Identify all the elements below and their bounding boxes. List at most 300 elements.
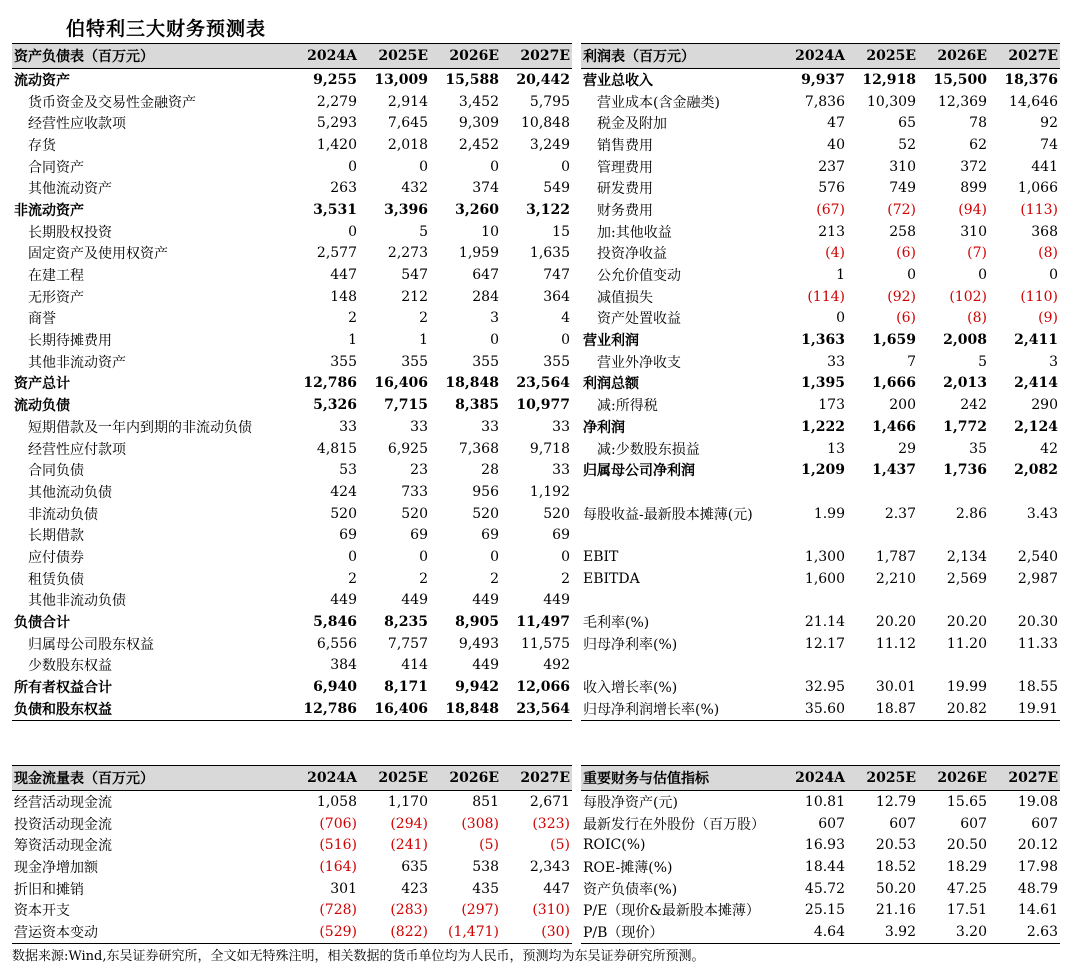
row-label: ROE-摊薄(%) <box>583 859 673 876</box>
row-value: 2,273 <box>387 245 428 262</box>
income-statement-table <box>581 43 1060 721</box>
row-value: 69 <box>410 527 428 544</box>
row-value: 35.60 <box>776 698 847 720</box>
row-value: 310 <box>889 158 916 175</box>
row-value: 0 <box>490 548 499 565</box>
row-value: 5,795 <box>529 93 570 110</box>
row-value: (241) <box>390 837 428 854</box>
row-value: 355 <box>543 353 570 370</box>
row-value: 1,058 <box>316 793 357 810</box>
row-value: 23 <box>410 462 428 479</box>
row-value: 2,124 <box>1014 418 1058 435</box>
row-value: 2 <box>348 570 357 587</box>
row-value: 0 <box>348 548 357 565</box>
row-value: 1,736 <box>943 462 987 479</box>
row-value: 7,715 <box>384 397 428 414</box>
row-value: (72) <box>887 201 916 218</box>
row-value: 12,066 <box>516 679 570 696</box>
table-row <box>12 524 572 546</box>
row-value <box>989 524 1060 546</box>
row-value: 12,786 <box>303 375 357 392</box>
row-value: 2 <box>419 570 428 587</box>
row-label: 营业外净收支 <box>597 354 681 371</box>
row-value: 15 <box>552 223 570 240</box>
row-value: 449 <box>472 592 499 609</box>
row-label: 营业利润 <box>583 333 639 350</box>
row-value: 18,848 <box>430 698 501 720</box>
row-value: (706) <box>319 815 357 832</box>
row-value: 1,420 <box>316 136 357 153</box>
table-row <box>12 156 572 178</box>
row-value: 1,635 <box>529 245 570 262</box>
row-value: 12.79 <box>875 793 916 810</box>
row-value: 1,395 <box>801 375 845 392</box>
row-label: 非流动负债 <box>28 506 98 523</box>
row-value: 15,588 <box>445 71 499 88</box>
row-value: (102) <box>949 288 987 305</box>
row-value: 1,363 <box>801 332 845 349</box>
row-label: 租赁负债 <box>28 571 84 588</box>
row-label: 营运资本变动 <box>12 921 288 943</box>
table-row <box>581 546 1060 568</box>
row-value: 1,466 <box>872 418 916 435</box>
row-value: 3 <box>1049 353 1058 370</box>
row-value: 1,066 <box>1017 180 1058 197</box>
row-value: 607 <box>889 815 916 832</box>
row-value: 237 <box>818 158 845 175</box>
row-value: 30.01 <box>875 679 916 696</box>
table-row <box>12 791 572 813</box>
cash-flow-table <box>12 765 572 944</box>
row-value: 2,210 <box>875 570 916 587</box>
row-label: 少数股东权益 <box>28 658 112 675</box>
row-value: 2,987 <box>1017 570 1058 587</box>
row-value: 747 <box>543 267 570 284</box>
table-row <box>581 199 1060 221</box>
row-value: 12.17 <box>804 635 845 652</box>
year-header: 2024A <box>288 766 359 791</box>
row-label: 减值损失 <box>597 289 653 306</box>
row-value: 2,013 <box>943 375 987 392</box>
row-value <box>847 655 918 677</box>
row-value: (323) <box>532 815 570 832</box>
row-value: 12,369 <box>938 93 987 110</box>
table-row <box>12 308 572 330</box>
row-value: 492 <box>543 657 570 674</box>
row-value: 5 <box>419 223 428 240</box>
row-value: 851 <box>472 793 499 810</box>
row-value: 3.43 <box>1026 505 1058 522</box>
row-value: 21.16 <box>875 902 916 919</box>
row-value: (30) <box>501 921 572 943</box>
table-row <box>581 633 1060 655</box>
row-value: 33 <box>552 462 570 479</box>
table-row <box>12 813 572 835</box>
row-value: 0 <box>348 223 357 240</box>
row-value: 8,385 <box>455 397 499 414</box>
row-value: 1,666 <box>872 375 916 392</box>
table-row <box>12 351 572 373</box>
row-value: 14.61 <box>1017 902 1058 919</box>
row-value: 0 <box>561 332 570 349</box>
row-value: 9,255 <box>313 71 357 88</box>
row-label: 资产总计 <box>14 376 70 393</box>
row-value: 18.55 <box>1017 679 1058 696</box>
row-value: 6,556 <box>316 635 357 652</box>
row-label: 归母净利润增长率(%) <box>581 698 776 720</box>
row-value: 432 <box>401 180 428 197</box>
row-label: 现金净增加额 <box>14 859 98 876</box>
row-value: 2,279 <box>316 93 357 110</box>
row-value: 5,326 <box>313 397 357 414</box>
row-value: (7) <box>967 245 987 262</box>
row-label: 负债合计 <box>14 615 70 632</box>
row-label: 所有者权益合计 <box>14 680 112 697</box>
row-value: (92) <box>887 288 916 305</box>
row-value: 355 <box>472 353 499 370</box>
row-value <box>776 590 847 612</box>
table-row <box>581 655 1060 677</box>
table-row <box>12 834 572 856</box>
row-value: 78 <box>969 115 987 132</box>
row-value: 290 <box>1031 397 1058 414</box>
row-value <box>989 481 1060 503</box>
row-value: 213 <box>818 223 845 240</box>
row-value: 18.29 <box>946 858 987 875</box>
row-value: 212 <box>401 288 428 305</box>
row-label: 投资活动现金流 <box>14 816 112 833</box>
row-value: 0 <box>490 158 499 175</box>
table-row <box>12 243 572 265</box>
row-value: 65 <box>898 115 916 132</box>
row-value: 1,600 <box>804 570 845 587</box>
row-value: 6,925 <box>387 440 428 457</box>
row-value: 9,493 <box>458 635 499 652</box>
table-row <box>581 373 1060 395</box>
key-metrics-table <box>581 765 1060 944</box>
row-value: 3,531 <box>313 201 357 218</box>
row-value: 35 <box>969 440 987 457</box>
row-value: 0 <box>490 332 499 349</box>
row-value: 11.33 <box>1017 635 1058 652</box>
row-label: 短期借款及一年内到期的非流动负债 <box>28 419 252 436</box>
row-value: 12,786 <box>288 698 359 720</box>
row-value: 414 <box>401 657 428 674</box>
row-value: 173 <box>818 397 845 414</box>
row-label: 研发费用 <box>597 181 653 198</box>
row-label: 减:少数股东损益 <box>597 441 700 458</box>
row-value: 447 <box>330 267 357 284</box>
row-value: 520 <box>472 505 499 522</box>
row-value: 1,170 <box>387 793 428 810</box>
table-row <box>12 177 572 199</box>
table-row <box>581 177 1060 199</box>
row-value: 17.51 <box>946 902 987 919</box>
row-value: 20.50 <box>946 837 987 854</box>
row-value: 2,018 <box>387 136 428 153</box>
table-row <box>12 221 572 243</box>
row-value <box>918 655 989 677</box>
row-value: 1,659 <box>872 332 916 349</box>
table-row <box>581 286 1060 308</box>
year-header: 2027E <box>989 766 1060 791</box>
row-value: 15.65 <box>946 793 987 810</box>
row-value: 69 <box>552 527 570 544</box>
row-value: 1,437 <box>872 462 916 479</box>
row-value: 520 <box>401 505 428 522</box>
row-value: 258 <box>889 223 916 240</box>
row-value: 0 <box>561 548 570 565</box>
row-label: 管理费用 <box>597 159 653 176</box>
table-header-row <box>581 766 1060 791</box>
row-value: 3.20 <box>918 921 989 943</box>
row-value: 1 <box>836 267 845 284</box>
row-label: P/E（现价&最新股本摊薄） <box>583 903 760 920</box>
row-value: 19.91 <box>989 698 1060 720</box>
row-label <box>581 524 776 546</box>
table-row <box>12 329 572 351</box>
row-value: (516) <box>319 837 357 854</box>
row-value: (1,471) <box>430 921 501 943</box>
row-value: 0 <box>348 158 357 175</box>
row-value: (283) <box>390 902 428 919</box>
row-value: 2,569 <box>946 570 987 587</box>
row-label: 折旧和摊销 <box>14 881 84 898</box>
row-label: 税金及附加 <box>597 116 667 133</box>
row-value: (6) <box>896 245 916 262</box>
row-value <box>918 524 989 546</box>
row-label: 在建工程 <box>28 268 84 285</box>
row-value: 7,368 <box>458 440 499 457</box>
row-value: 423 <box>401 880 428 897</box>
row-label: P/B（现价） <box>581 921 776 943</box>
table-row <box>581 416 1060 438</box>
row-value: 9,718 <box>529 440 570 457</box>
row-value: 13 <box>827 440 845 457</box>
row-label: 毛利率(%) <box>583 615 650 632</box>
row-value: (297) <box>461 902 499 919</box>
table-row <box>12 416 572 438</box>
row-value: 7,645 <box>387 115 428 132</box>
row-label: 其他流动资产 <box>28 181 112 198</box>
row-value: 3.92 <box>847 921 918 943</box>
year-header: 2024A <box>288 44 359 69</box>
table-row <box>581 264 1060 286</box>
row-value: 33 <box>552 418 570 435</box>
row-label: EBIT <box>583 548 619 565</box>
row-value: 18.87 <box>847 698 918 720</box>
row-value <box>989 590 1060 612</box>
row-value: (9) <box>1038 310 1058 327</box>
row-label: 货币资金及交易性金融资产 <box>28 94 196 111</box>
row-value <box>776 655 847 677</box>
table-row <box>581 856 1060 878</box>
row-label: 营业总收入 <box>583 72 653 89</box>
year-header: 2026E <box>918 44 989 69</box>
row-value: 25.15 <box>804 902 845 919</box>
row-label: 应付债券 <box>28 549 84 566</box>
row-value: 2 <box>490 570 499 587</box>
row-value: 33 <box>410 418 428 435</box>
year-header: 2025E <box>847 766 918 791</box>
row-value: 23,564 <box>516 375 570 392</box>
row-value: 607 <box>818 815 845 832</box>
table-row <box>12 264 572 286</box>
row-label: 每股收益-最新股本摊薄(元) <box>583 506 753 523</box>
table-header-title: 现金流量表（百万元） <box>12 766 288 791</box>
row-label: 减:所得税 <box>597 398 658 415</box>
row-value: 2,008 <box>943 332 987 349</box>
row-value: 2,540 <box>1017 548 1058 565</box>
row-value: 20.82 <box>918 698 989 720</box>
row-value: 3 <box>490 310 499 327</box>
row-value: 301 <box>330 880 357 897</box>
row-value: 0 <box>836 310 845 327</box>
row-value: 1 <box>419 332 428 349</box>
row-value: 47.25 <box>946 880 987 897</box>
row-value: 3,249 <box>529 136 570 153</box>
row-label: ROIC(%) <box>583 837 646 854</box>
row-value: 538 <box>472 858 499 875</box>
row-label: 其他非流动资产 <box>28 354 126 371</box>
table-row <box>581 481 1060 503</box>
table-header-title: 资产负债表（百万元） <box>12 44 288 69</box>
row-value: 607 <box>960 815 987 832</box>
table-header-row <box>12 44 572 69</box>
row-value: 62 <box>969 136 987 153</box>
table-row <box>581 308 1060 330</box>
row-label: 净利润 <box>583 419 625 436</box>
row-value: 284 <box>472 288 499 305</box>
row-label: 每股净资产(元) <box>583 794 678 811</box>
row-label: 流动负债 <box>14 398 70 415</box>
row-label: 筹资活动现金流 <box>14 838 112 855</box>
table-row <box>12 899 572 921</box>
row-value: (110) <box>1020 288 1058 305</box>
row-label: 财务费用 <box>597 202 653 219</box>
year-header: 2025E <box>359 766 430 791</box>
row-value <box>847 590 918 612</box>
row-value: 4 <box>561 310 570 327</box>
row-value: 148 <box>330 288 357 305</box>
row-value: 547 <box>401 267 428 284</box>
row-label: 收入增长率(%) <box>583 680 678 697</box>
row-label: 资产负债率(%) <box>583 881 678 898</box>
table-row <box>581 221 1060 243</box>
row-value: 549 <box>543 180 570 197</box>
row-label: 资本开支 <box>14 903 70 920</box>
row-value: 52 <box>898 136 916 153</box>
row-value: 12,918 <box>862 71 916 88</box>
row-value: (4) <box>825 245 845 262</box>
row-label: 其他非流动负债 <box>28 593 126 610</box>
row-value: 1,209 <box>801 462 845 479</box>
row-value: 2 <box>561 570 570 587</box>
row-value: 20,442 <box>516 71 570 88</box>
table-row <box>12 878 572 900</box>
row-value: (6) <box>896 310 916 327</box>
row-value <box>918 590 989 612</box>
row-value: 2 <box>348 310 357 327</box>
year-header: 2027E <box>989 44 1060 69</box>
row-value: 2,414 <box>1014 375 1058 392</box>
row-value: 11.20 <box>946 635 987 652</box>
row-label: 加:其他收益 <box>597 224 672 241</box>
row-label: 合同负债 <box>28 463 84 480</box>
row-value: 18.44 <box>804 858 845 875</box>
row-label <box>581 655 776 677</box>
row-value: 9,937 <box>801 71 845 88</box>
row-value: 242 <box>960 397 987 414</box>
row-value: (114) <box>807 288 845 305</box>
row-value: 8,235 <box>384 614 428 631</box>
table-row <box>581 329 1060 351</box>
row-value: 0 <box>978 267 987 284</box>
row-value: 4,815 <box>316 440 357 457</box>
row-value: 16,406 <box>374 375 428 392</box>
row-value: 14,646 <box>1009 93 1058 110</box>
row-value: 19.08 <box>1017 793 1058 810</box>
row-value: 647 <box>472 267 499 284</box>
table-row <box>581 878 1060 900</box>
row-value: (308) <box>461 815 499 832</box>
row-label: 最新发行在外股份（百万股） <box>583 816 765 833</box>
table-row <box>12 546 572 568</box>
row-value: 53 <box>339 462 357 479</box>
table-row <box>12 373 572 395</box>
row-value: 2,577 <box>316 245 357 262</box>
row-value: 899 <box>960 180 987 197</box>
row-value: 10,309 <box>867 93 916 110</box>
row-value: 2.86 <box>955 505 987 522</box>
row-value: 8,905 <box>455 614 499 631</box>
row-value: 7,757 <box>387 635 428 652</box>
row-value: 19.99 <box>946 679 987 696</box>
row-value: 374 <box>472 180 499 197</box>
row-value: 5 <box>978 353 987 370</box>
year-header: 2027E <box>501 44 572 69</box>
row-label: 经营性应收款项 <box>28 116 126 133</box>
row-value: (822) <box>359 921 430 943</box>
row-value: 10,977 <box>516 397 570 414</box>
table-row <box>12 481 572 503</box>
row-value: 2,452 <box>458 136 499 153</box>
row-value: 48.79 <box>1017 880 1058 897</box>
row-value: (113) <box>1020 201 1058 218</box>
row-value: 20.12 <box>1017 837 1058 854</box>
row-value: 15,500 <box>933 71 987 88</box>
row-value: (5) <box>479 837 499 854</box>
row-value: (94) <box>958 201 987 218</box>
table-row <box>581 243 1060 265</box>
year-header: 2024A <box>776 766 847 791</box>
table-row <box>12 856 572 878</box>
row-value: 0 <box>419 158 428 175</box>
table-row <box>12 611 572 633</box>
row-value: 40 <box>827 136 845 153</box>
table-header-title: 重要财务与估值指标 <box>581 766 776 791</box>
table-row <box>12 590 572 612</box>
row-value: 3,260 <box>455 201 499 218</box>
year-header: 2025E <box>359 44 430 69</box>
table-row <box>12 199 572 221</box>
row-label: 商誉 <box>28 311 56 328</box>
row-value: 424 <box>330 483 357 500</box>
row-value: 20.30 <box>1017 614 1058 631</box>
table-row <box>581 69 1060 91</box>
row-value: (294) <box>390 815 428 832</box>
table-row <box>581 676 1060 698</box>
